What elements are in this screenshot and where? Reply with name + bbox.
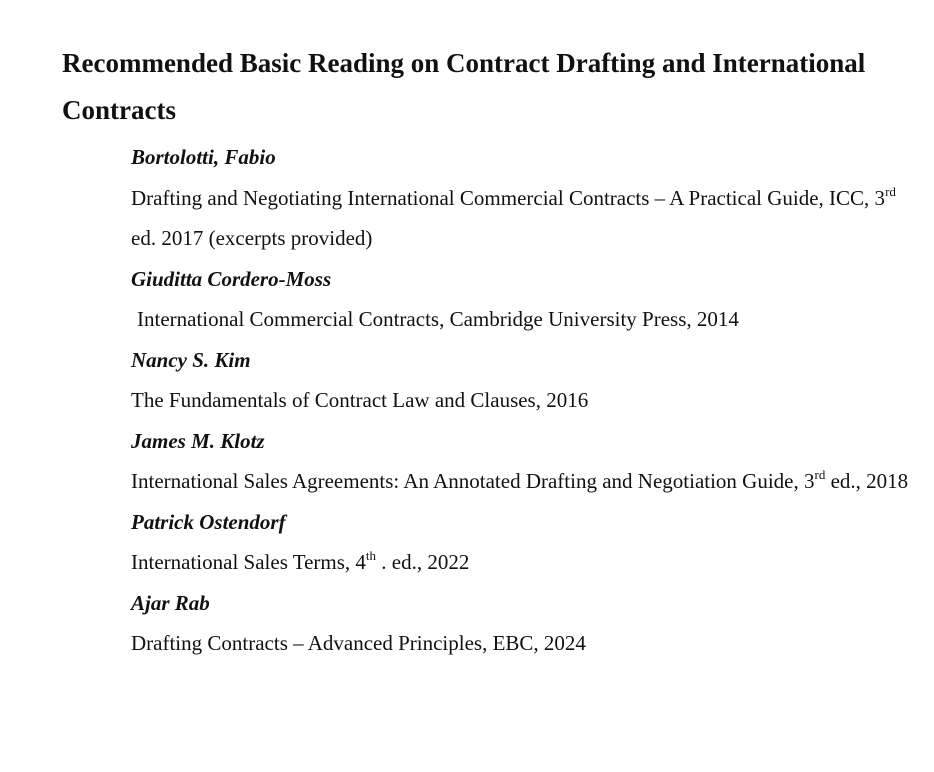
list-item	[131, 421, 921, 502]
ordinal-suffix: rd	[814, 467, 826, 482]
author-name: Giuditta Cordero-Moss	[131, 266, 332, 291]
work-citation-text: International Sales Agreements: An Annotated Drafting and Negotiation Guide, 3	[131, 469, 815, 493]
author-last-name: Bortolotti	[131, 145, 214, 169]
author-name: Ajar Rab	[131, 590, 210, 615]
author-first-name: Fabio	[224, 145, 276, 169]
work-citation	[131, 461, 921, 502]
ordinal-suffix: th	[365, 548, 377, 563]
reading-list	[131, 137, 921, 664]
list-item	[131, 502, 921, 583]
author-name: Patrick Ostendorf	[131, 509, 286, 534]
work-citation: International Commercial Contracts, Cambridge University Press, 2014	[137, 307, 739, 331]
list-item	[131, 259, 921, 340]
list-item	[131, 137, 921, 259]
work-citation: Drafting Contracts – Advanced Principles, EBC, 2024	[131, 631, 586, 655]
work-citation-text: International Sales Terms, 4	[131, 550, 366, 574]
work-citation-text-end: ed. 2017 (excerpts provided)	[131, 226, 373, 250]
author-name: James M. Klotz	[131, 428, 265, 453]
list-item	[131, 583, 921, 664]
author-separator: ,	[213, 145, 225, 169]
work-citation-text-end: ed., 2018	[825, 469, 909, 493]
author-name	[131, 137, 921, 178]
document-title: Recommended Basic Reading on Contract Drafting and International Contracts	[62, 48, 866, 125]
list-item	[131, 340, 921, 421]
work-citation	[131, 542, 921, 583]
author-name: Nancy S. Kim	[131, 347, 251, 372]
work-citation-text-end: . ed., 2022	[376, 550, 470, 574]
work-citation	[131, 178, 921, 259]
work-citation-text: Drafting and Negotiating International Commercial Contracts – A Practical Guide, ICC, 3	[131, 185, 886, 210]
ordinal-suffix: rd	[885, 183, 896, 199]
work-citation: The Fundamentals of Contract Law and Clauses, 2016	[131, 388, 589, 412]
